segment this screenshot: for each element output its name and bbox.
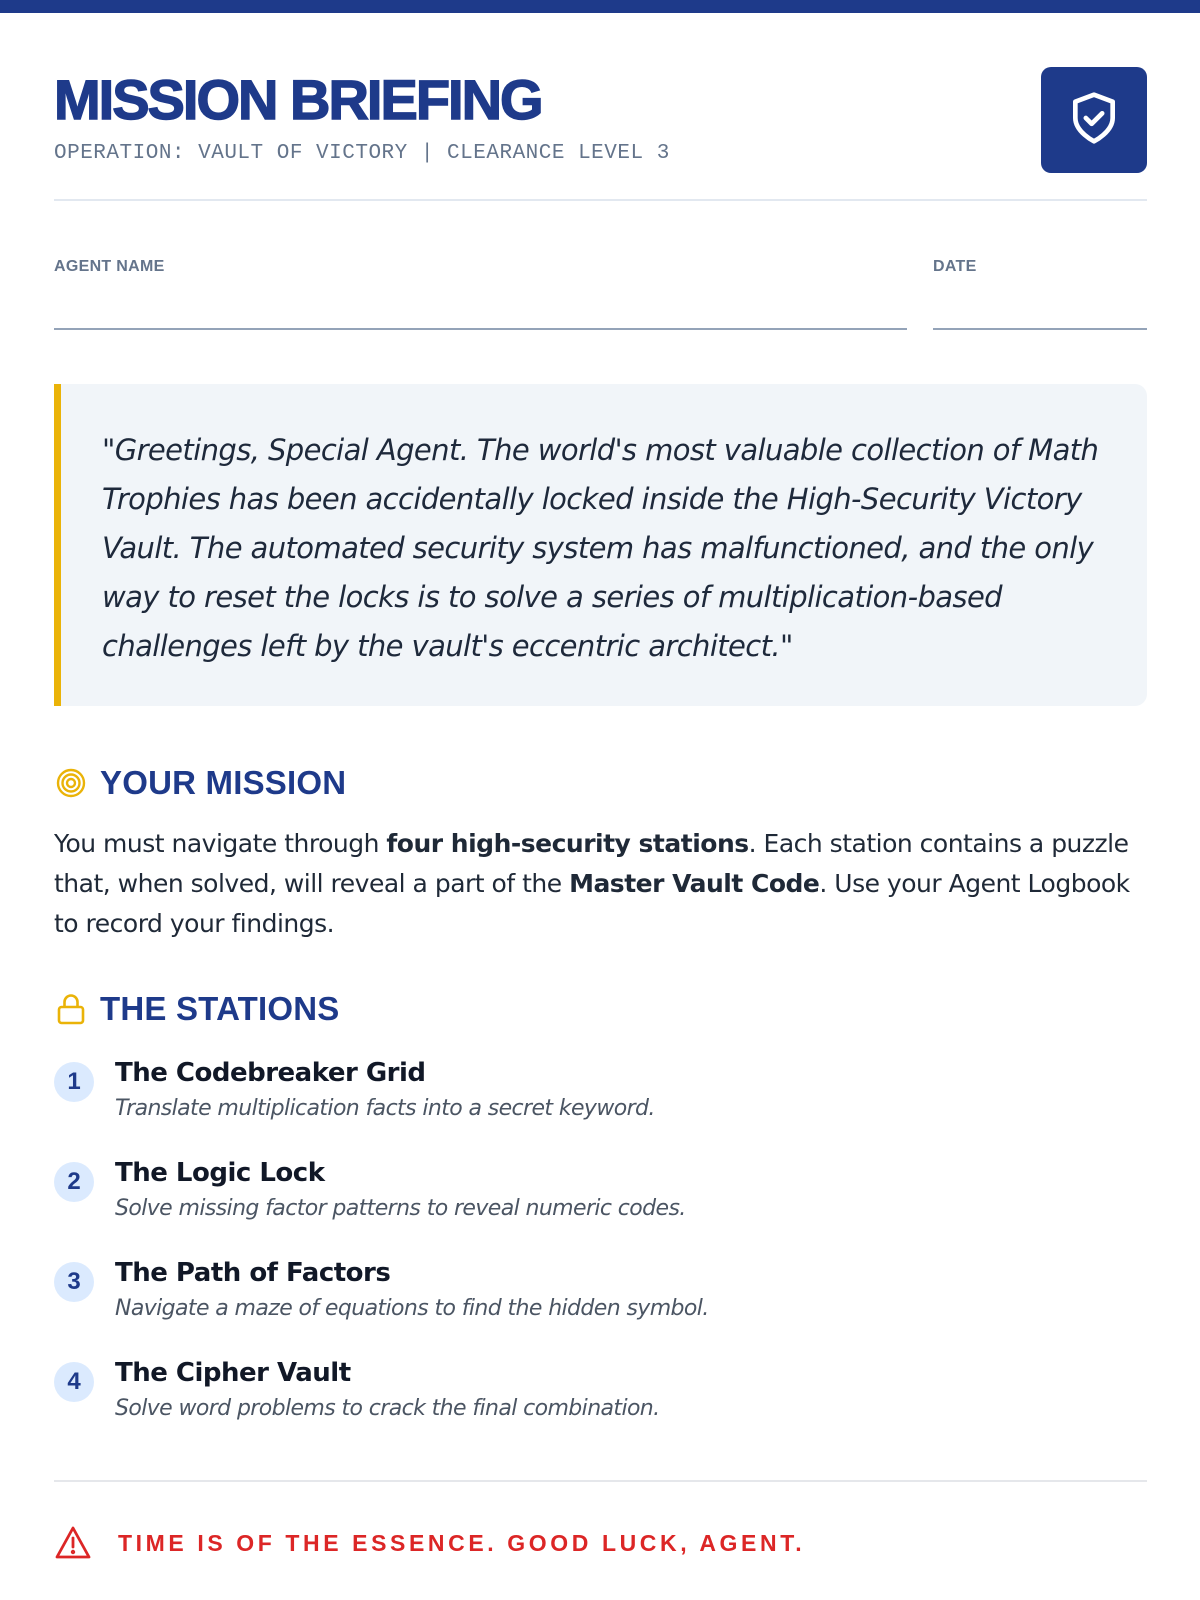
warning-triangle-icon	[54, 1524, 92, 1562]
station-number: 3	[54, 1262, 94, 1302]
station-description: Translate multiplication facts into a secret keyword.	[115, 1096, 655, 1121]
station-title: The Path of Factors	[115, 1258, 391, 1288]
station-number: 2	[54, 1162, 94, 1202]
operation-subtitle: OPERATION: VAULT OF VICTORY | CLEARANCE LEVEL 3	[54, 142, 670, 165]
mission-title: YOUR MISSION	[100, 764, 347, 801]
shield-badge	[1041, 67, 1147, 173]
station-item	[54, 1058, 1147, 1138]
date-label: DATE	[933, 258, 977, 275]
station-title: The Cipher Vault	[115, 1358, 351, 1388]
footer-divider	[54, 1480, 1147, 1482]
agent-name-field[interactable]	[54, 258, 907, 276]
mission-bold-vault-code: Master Vault Code	[569, 869, 820, 898]
station-description: Solve missing factor patterns to reveal numeric codes.	[115, 1196, 686, 1221]
station-item	[54, 1358, 1147, 1438]
warning-text: TIME IS OF THE ESSENCE. GOOD LUCK, AGENT.	[118, 1529, 806, 1556]
station-item	[54, 1258, 1147, 1338]
stations-heading	[54, 989, 340, 1029]
mission-bold-stations: four high-security stations	[386, 829, 749, 858]
agent-name-line[interactable]	[54, 328, 907, 330]
header-divider	[54, 199, 1147, 201]
station-number: 4	[54, 1362, 94, 1402]
station-item	[54, 1158, 1147, 1238]
mission-text-2: . Each station contains a puzzle that, when solved, will reveal a part of the	[54, 829, 1129, 898]
shield-check-icon	[1066, 90, 1122, 150]
warning-banner	[54, 1522, 805, 1564]
header	[54, 70, 1147, 200]
mission-text-1: You must navigate through	[54, 829, 387, 858]
date-line[interactable]	[933, 328, 1147, 330]
station-title: The Logic Lock	[115, 1158, 325, 1188]
station-number: 1	[54, 1062, 94, 1102]
briefing-quote-box	[54, 384, 1147, 706]
mission-text-3: . Use your Agent Logbook to record your findings.	[54, 869, 1130, 938]
agent-info-fields	[54, 258, 1147, 330]
station-description: Navigate a maze of equations to find the hidden symbol.	[115, 1296, 709, 1321]
stations-title: THE STATIONS	[100, 990, 340, 1027]
top-accent-bar	[0, 0, 1200, 13]
briefing-quote: "Greetings, Special Agent. The world's most valuable collection of Math Trophies has been accidentally locked inside the High-Security Victory Vault. The automated security system has malfunctioned, and the only way to reset the locks is to solve a series of multiplication-based challenges left by the vault's eccentric architect."	[102, 433, 1099, 663]
target-icon	[54, 766, 88, 800]
station-description: Solve word problems to crack the final combination.	[115, 1396, 660, 1421]
mission-paragraph	[54, 824, 1147, 944]
agent-name-label: AGENT NAME	[54, 258, 165, 275]
date-field[interactable]	[933, 258, 1147, 276]
station-title: The Codebreaker Grid	[115, 1058, 426, 1088]
page-title: MISSION BRIEFING	[54, 68, 542, 131]
lock-icon	[54, 992, 88, 1026]
mission-heading	[54, 763, 346, 803]
